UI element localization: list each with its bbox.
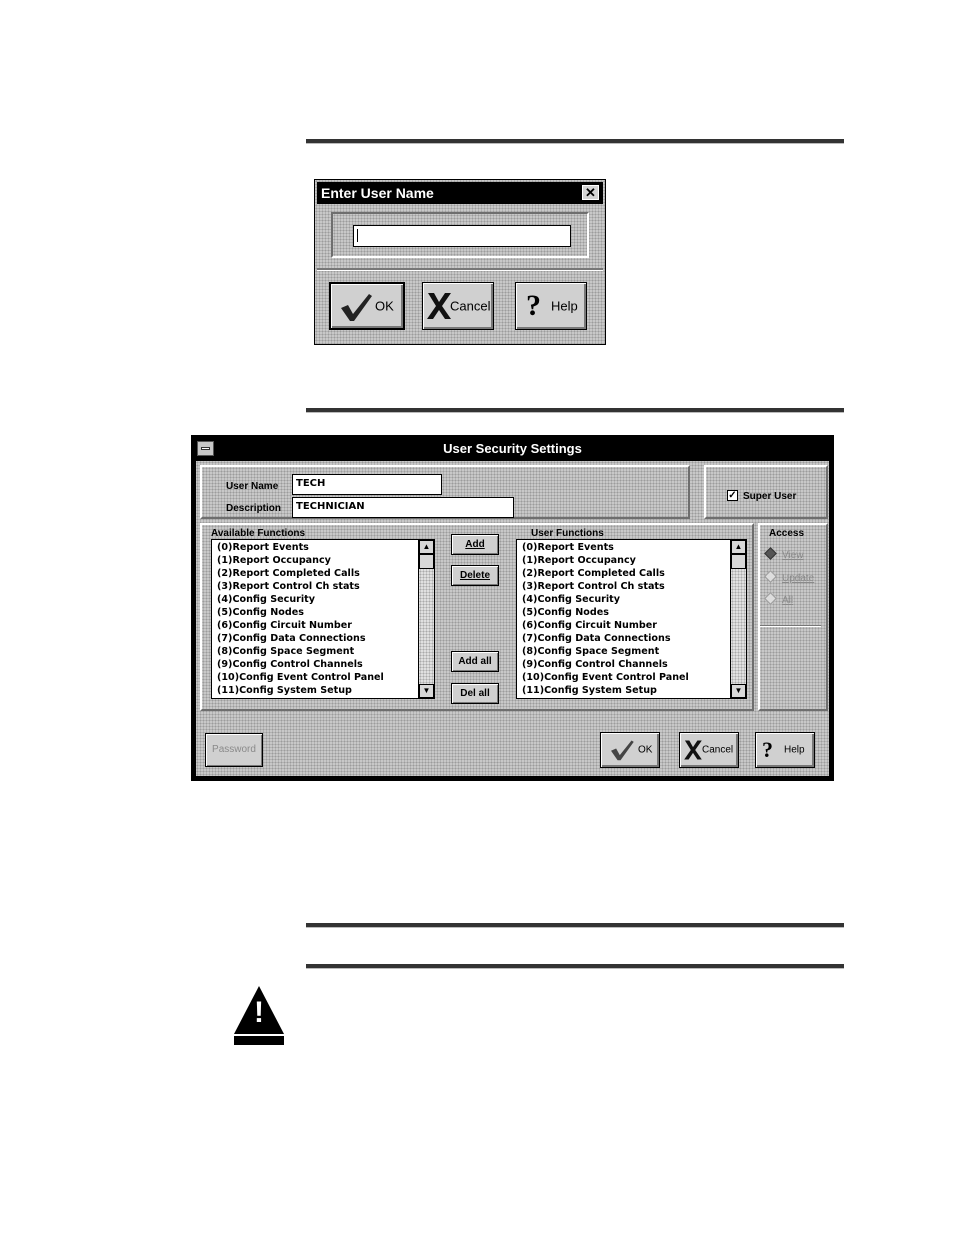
available-function-item[interactable]: (9)Config Control Channels (217, 659, 363, 670)
question-mark-icon: ? (762, 737, 773, 762)
super-user-checkbox[interactable]: ✓ (728, 490, 737, 501)
available-function-item[interactable]: (2)Report Completed Calls (217, 568, 360, 579)
ok-label: OK (638, 744, 653, 756)
available-functions-list[interactable] (211, 539, 435, 699)
user-security-settings-dialog (191, 435, 834, 781)
available-function-item[interactable]: (1)Report Occupancy (217, 555, 331, 566)
access-view-radio[interactable] (766, 549, 804, 561)
user-function-item[interactable]: (10)Config Event Control Panel (522, 672, 689, 683)
available-function-item[interactable]: (0)Report Events (217, 542, 309, 553)
available-function-item[interactable]: (7)Config Data Connections (217, 633, 366, 644)
user-function-item[interactable]: (11)Config System Setup (522, 685, 657, 696)
question-mark-icon: ? (526, 289, 541, 322)
access-option-label: All (782, 595, 794, 606)
scrollbar[interactable] (418, 540, 434, 698)
user-function-item[interactable]: (5)Config Nodes (522, 607, 609, 618)
available-function-item[interactable]: (4)Config Security (217, 594, 316, 605)
diamond-icon (764, 592, 777, 605)
description-input[interactable]: TECHNICIAN (292, 497, 514, 518)
available-function-item[interactable]: (3)Report Control Ch stats (217, 581, 360, 592)
help-button[interactable] (755, 732, 815, 768)
x-mark-icon (683, 739, 703, 761)
user-function-item[interactable]: (1)Report Occupancy (522, 555, 636, 566)
access-divider (760, 625, 821, 627)
text-caret (357, 229, 358, 242)
available-function-item[interactable]: (10)Config Event Control Panel (217, 672, 384, 683)
ok-button[interactable] (329, 282, 405, 330)
user-name-input[interactable]: TECH (292, 474, 442, 495)
user-name-label: User Name (226, 481, 279, 492)
access-label: Access (769, 528, 805, 539)
password-button[interactable]: Password (205, 733, 263, 767)
selected-diamond-icon (764, 547, 777, 560)
scroll-up-icon[interactable]: ▲ (731, 540, 746, 554)
add-all-button[interactable]: Add all (451, 651, 499, 672)
user-function-item[interactable]: (8)Config Space Segment (522, 646, 660, 657)
scroll-down-icon[interactable]: ▼ (731, 684, 746, 698)
dialog-title: User Security Settings (443, 441, 582, 456)
cancel-button[interactable] (679, 732, 739, 768)
section-rule (306, 964, 844, 968)
dialog-title: Enter User Name (321, 185, 434, 201)
available-function-item[interactable]: (5)Config Nodes (217, 607, 304, 618)
x-mark-icon (426, 291, 452, 321)
help-label: Help (551, 298, 578, 314)
scroll-up-icon[interactable]: ▲ (419, 540, 434, 554)
separator (317, 268, 603, 271)
cancel-label: Cancel (702, 744, 734, 756)
checkmark-icon (609, 739, 635, 761)
user-function-item[interactable]: (9)Config Control Channels (522, 659, 668, 670)
description-label: Description (226, 503, 282, 514)
access-all-radio[interactable] (766, 594, 793, 606)
warning-icon (232, 984, 286, 1046)
access-update-radio[interactable] (766, 572, 814, 584)
help-label: Help (784, 744, 805, 756)
available-functions-label: Available Functions (211, 528, 306, 539)
scrollbar[interactable] (730, 540, 746, 698)
section-rule (306, 139, 844, 143)
user-functions-list[interactable] (516, 539, 747, 699)
section-rule (306, 923, 844, 927)
scroll-thumb[interactable] (731, 554, 746, 569)
user-function-item[interactable]: (0)Report Events (522, 542, 614, 553)
user-function-item[interactable]: (4)Config Security (522, 594, 621, 605)
super-user-label: Super User (743, 491, 797, 502)
available-function-item[interactable]: (11)Config System Setup (217, 685, 352, 696)
add-button[interactable]: Add (451, 534, 499, 555)
user-function-item[interactable]: (3)Report Control Ch stats (522, 581, 665, 592)
dialog-titlebar (194, 438, 831, 460)
user-name-input[interactable] (353, 225, 571, 247)
cancel-button[interactable] (422, 282, 494, 330)
scroll-down-icon[interactable]: ▼ (419, 684, 434, 698)
section-rule (306, 408, 844, 412)
available-function-item[interactable]: (8)Config Space Segment (217, 646, 355, 657)
user-name-panel (331, 212, 589, 258)
scroll-thumb[interactable] (419, 554, 434, 569)
delete-button[interactable]: Delete (451, 565, 499, 586)
warning-symbol: ! (254, 996, 264, 1029)
access-option-label: Update (782, 573, 815, 584)
checkmark-icon (339, 292, 373, 322)
close-icon[interactable]: ✕ (582, 185, 599, 200)
user-functions-label: User Functions (531, 528, 604, 539)
user-function-item[interactable]: (2)Report Completed Calls (522, 568, 665, 579)
access-option-label: View (782, 550, 804, 561)
user-function-item[interactable]: (6)Config Circuit Number (522, 620, 657, 631)
user-function-item[interactable]: (7)Config Data Connections (522, 633, 671, 644)
available-function-item[interactable]: (6)Config Circuit Number (217, 620, 352, 631)
diamond-icon (764, 570, 777, 583)
enter-user-name-dialog (314, 179, 606, 345)
cancel-label: Cancel (450, 298, 491, 314)
ok-button[interactable] (600, 732, 660, 768)
help-button[interactable] (515, 282, 587, 330)
dialog-titlebar (317, 182, 603, 204)
dialog-body (196, 461, 829, 776)
ok-label: OK (375, 298, 394, 314)
del-all-button[interactable]: Del all (451, 683, 499, 704)
